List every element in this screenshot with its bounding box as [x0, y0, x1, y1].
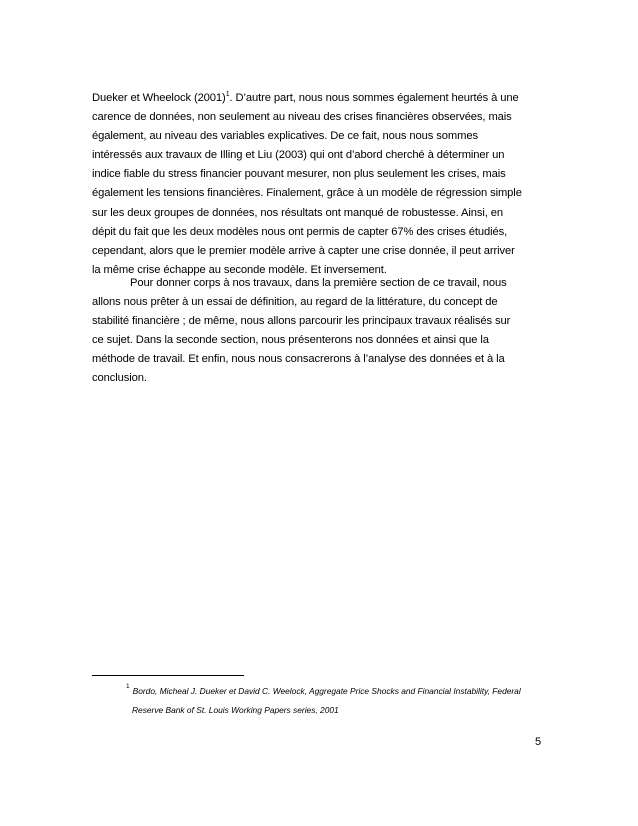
page-number: 5: [535, 736, 542, 748]
paragraph-line: également, au niveau des variables explicatives. De ce fait, nous nous sommes: [92, 130, 478, 143]
paragraph-line: Pour donner corps à nos travaux, dans la première section de ce travail, nous: [130, 277, 507, 289]
paragraph-2: [92, 274, 548, 389]
paragraph-line: cependant, alors que le premier modèle arrive à capter une crise donnée, il peut arriver: [92, 244, 515, 257]
paragraph-line: également les tensions financières. Finalement, grâce à un modèle de régression simple: [92, 187, 522, 200]
paragraph-line: sur les deux groupes de données, nos résultats ont manqué de robustesse. Ainsi, en: [92, 206, 503, 219]
paragraph-line: conclusion.: [92, 372, 147, 385]
footnote-separator: [92, 675, 244, 676]
paragraph-line: indice fiable du stress financier pouvant mesurer, non plus seulement les crises, mais: [92, 168, 506, 181]
paragraph-1: [92, 89, 548, 280]
footnote-reference[interactable]: 1: [225, 91, 230, 98]
paragraph-line: [92, 89, 548, 108]
paragraph-line: allons nous prêter à un essai de définition, au regard de la littérature, du concept de: [92, 296, 498, 309]
paragraph-line: ce sujet. Dans la seconde section, nous présenterons nos données et ainsi que la: [92, 334, 489, 347]
paragraph-line: intéressés aux travaux de Illing et Liu (2003) qui ont d’abord cherché à déterminer un: [92, 149, 505, 162]
footnote: [126, 682, 552, 719]
paragraph-line: stabilité financière ; de même, nous allons parcourir les principaux travaux réalisés sur: [92, 315, 511, 328]
footnote-marker: 1: [126, 683, 130, 690]
citation-text: Dueker et Wheelock (2001): [92, 92, 226, 104]
footnote-text: Bordo, Micheal J. Dueker et David C. Weelock, Aggregate Price Shocks and Financial Instability, Federal: [132, 686, 521, 696]
paragraph-line: dépit du fait que les deux modèles nous ont permis de capter 67% des crises étudiés,: [92, 225, 508, 238]
footnote-line: [126, 682, 552, 701]
footnote-line: Reserve Bank of St. Louis Working Papers series, 2001: [132, 704, 339, 715]
paragraph-line: carence de données, non seulement au niveau des crises financières observées, mais: [92, 111, 512, 124]
paragraph-line: la même crise échappe au seconde modèle. Et inversement.: [92, 263, 387, 276]
paragraph-line: méthode de travail. Et enfin, nous nous consacrerons à l’analyse des données et à la: [92, 353, 505, 366]
paragraph-text: . D’autre part, nous nous sommes également heurtés à une: [229, 92, 519, 104]
